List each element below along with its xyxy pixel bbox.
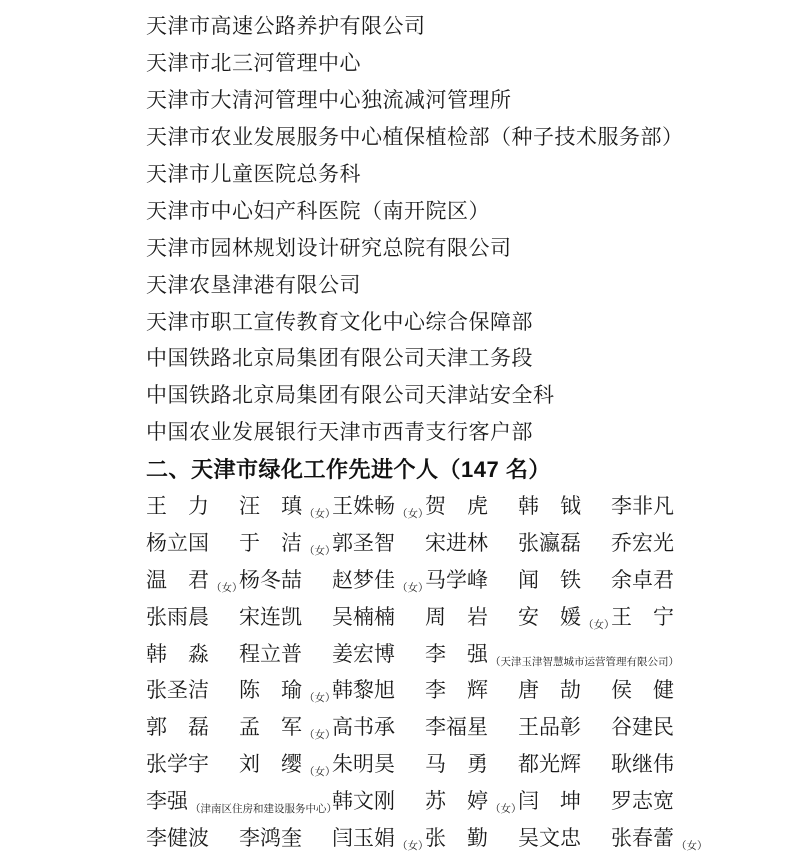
person-name [332, 748, 395, 778]
person-name [611, 711, 674, 741]
person-name [239, 527, 336, 557]
person-name [332, 711, 395, 741]
person-name [611, 601, 674, 631]
person-name [239, 748, 336, 778]
name-row [146, 819, 794, 856]
gender-note: （女） [397, 582, 429, 594]
person-name [611, 822, 708, 852]
person-name [332, 564, 429, 594]
person-name-text: 唐 劼 [518, 678, 581, 703]
person-name-text: 韩 淼 [146, 641, 209, 666]
person-name-text: 李 辉 [425, 678, 488, 703]
person-name [146, 490, 209, 520]
person-name [146, 601, 209, 631]
organization-item: 天津市农业发展服务中心植保植检部（种子技术服务部） [146, 125, 684, 150]
person-name [332, 601, 395, 631]
person-name [332, 490, 429, 520]
person-name [239, 490, 336, 520]
person-name-text: 闫 坤 [518, 789, 581, 814]
gender-note: （女） [304, 767, 336, 779]
organization-item: 天津市职工宣传教育文化中心综合保障部 [146, 309, 533, 334]
person-name [611, 490, 674, 520]
person-name-text: 谷建民 [611, 715, 674, 740]
person-name-text: 宋进林 [425, 530, 488, 555]
person-name-text: 周 岩 [425, 604, 488, 629]
person-name-text: 韩文刚 [332, 789, 395, 814]
person-name [425, 638, 679, 668]
person-name-text: 耿继伟 [611, 752, 674, 777]
person-name-text: 马 勇 [425, 752, 488, 777]
person-name-text: 王品彰 [518, 715, 581, 740]
gender-note: （女） [304, 509, 336, 521]
person-name [146, 564, 243, 594]
person-name-text: 李 强 [425, 641, 488, 666]
organization-item: 中国铁路北京局集团有限公司天津工务段 [146, 346, 533, 371]
person-name-text: 罗志宽 [611, 789, 674, 814]
organization-item: 天津市大清河管理中心独流减河管理所 [146, 88, 512, 113]
person-name-text: 马学峰 [425, 567, 488, 592]
person-name [518, 674, 581, 704]
name-row [146, 560, 794, 597]
person-name [239, 822, 302, 852]
person-name [425, 822, 488, 852]
person-name-text: 郭 磊 [146, 715, 209, 740]
organization-item: 天津市园林规划设计研究总院有限公司 [146, 235, 512, 260]
person-name-text: 吴楠楠 [332, 604, 395, 629]
person-name [239, 674, 336, 704]
person-name-text: 安 媛 [518, 604, 581, 629]
person-name-text: 郭圣智 [332, 530, 395, 555]
person-name-text: 李非凡 [611, 494, 674, 519]
organization-item: 天津市中心妇产科医院（南开院区） [146, 198, 490, 223]
person-name-text: 李鸿奎 [239, 826, 302, 851]
person-name-text: 高书承 [332, 715, 395, 740]
person-name [425, 711, 488, 741]
gender-note: （女） [304, 545, 336, 557]
person-name-text: 于 洁 [239, 530, 302, 555]
person-name [611, 564, 674, 594]
person-name [518, 822, 581, 852]
organization-item: 天津农垦津港有限公司 [146, 272, 361, 297]
person-name [518, 527, 581, 557]
person-name-text: 孟 军 [239, 715, 302, 740]
name-row [146, 708, 794, 745]
person-name-text: 韩黎旭 [332, 678, 395, 703]
gender-note: （女） [397, 509, 429, 521]
person-name [425, 564, 488, 594]
person-name-text: 张雨晨 [146, 604, 209, 629]
gender-note: （女） [211, 582, 243, 594]
person-name [239, 711, 336, 741]
person-name [146, 527, 209, 557]
affiliation-note: （津南区住房和建设服务中心） [190, 804, 337, 816]
person-name-text: 都光辉 [518, 752, 581, 777]
person-name [146, 822, 209, 852]
person-name [239, 601, 302, 631]
person-name-text: 张 勤 [425, 826, 488, 851]
organization-item: 天津市北三河管理中心 [146, 51, 361, 76]
affiliation-note: （天津玉津智慧城市运营管理有限公司） [490, 656, 679, 668]
person-name [611, 785, 674, 815]
person-name [239, 638, 302, 668]
person-name-text: 苏 婷 [425, 789, 488, 814]
person-name [425, 785, 522, 815]
organization-item: 天津市儿童医院总务科 [146, 162, 361, 186]
person-name-text: 姜宏博 [332, 641, 395, 666]
name-row [146, 487, 794, 524]
person-name [239, 564, 302, 594]
name-row [146, 634, 794, 671]
person-name-text: 赵梦佳 [332, 567, 395, 592]
gender-note: （女） [676, 841, 708, 853]
person-name-text: 张圣洁 [146, 678, 209, 703]
person-name-text: 宋连凯 [239, 604, 302, 629]
person-name-text: 杨冬喆 [239, 567, 302, 592]
organization-item: 中国农业发展银行天津市西青支行客户部 [146, 420, 533, 445]
person-name-text: 杨立国 [146, 530, 209, 555]
person-name [518, 785, 581, 815]
section-heading: 二、天津市绿化工作先进个人（147 名） [146, 456, 551, 482]
gender-note: （女） [304, 730, 336, 742]
person-name [518, 490, 581, 520]
organization-item: 天津市高速公路养护有限公司 [146, 14, 426, 39]
person-name-text: 李健波 [146, 826, 209, 851]
person-name [332, 785, 395, 815]
person-name-text: 王姝畅 [332, 494, 395, 519]
name-row [146, 597, 794, 634]
person-name-text: 朱明昊 [332, 752, 395, 777]
person-name-text: 王 力 [146, 494, 209, 519]
person-name [425, 601, 488, 631]
person-name [332, 638, 395, 668]
person-name [425, 527, 488, 557]
person-name [146, 674, 209, 704]
person-name-text: 余卓君 [611, 567, 674, 592]
person-name [518, 564, 581, 594]
person-name [611, 674, 674, 704]
person-name [425, 490, 488, 520]
person-name-text: 陈 瑜 [239, 678, 302, 703]
person-name-text: 侯 健 [611, 678, 674, 703]
person-name [146, 711, 209, 741]
person-name-text: 温 君 [146, 567, 209, 592]
organization-list [146, 7, 794, 450]
gender-note: （女） [304, 693, 336, 705]
advanced-individuals-grid [146, 487, 794, 856]
person-name [332, 674, 395, 704]
person-name [611, 527, 674, 557]
person-name-text: 闻 铁 [518, 567, 581, 592]
person-name-text: 李强 [146, 789, 188, 814]
person-name [425, 674, 488, 704]
person-name [518, 601, 615, 631]
person-name-text: 闫玉娟 [332, 826, 395, 851]
person-name-text: 王 宁 [611, 604, 674, 629]
person-name-text: 程立普 [239, 641, 302, 666]
gender-note: （女） [490, 804, 522, 816]
person-name-text: 张春蕾 [611, 826, 674, 851]
person-name [332, 527, 395, 557]
person-name [518, 711, 581, 741]
organization-item: 中国铁路北京局集团有限公司天津站安全科 [146, 383, 555, 408]
person-name-text: 李福星 [425, 715, 488, 740]
person-name [146, 748, 209, 778]
person-name-text: 韩 钺 [518, 494, 581, 519]
person-name [425, 748, 488, 778]
name-row [146, 782, 794, 819]
person-name [518, 748, 581, 778]
gender-note: （女） [583, 619, 615, 631]
person-name-text: 刘 缨 [239, 752, 302, 777]
person-name-text: 吴文忠 [518, 826, 581, 851]
person-name [146, 785, 337, 815]
name-row [146, 745, 794, 782]
name-row [146, 671, 794, 708]
gender-note: （女） [397, 841, 429, 853]
name-row [146, 523, 794, 560]
person-name-text: 张瀛磊 [518, 530, 581, 555]
person-name [332, 822, 429, 852]
person-name [611, 748, 674, 778]
person-name [146, 638, 209, 668]
person-name-text: 贺 虎 [425, 494, 488, 519]
person-name-text: 张学宇 [146, 752, 209, 777]
person-name-text: 乔宏光 [611, 530, 674, 555]
person-name-text: 汪 瑱 [239, 494, 302, 519]
